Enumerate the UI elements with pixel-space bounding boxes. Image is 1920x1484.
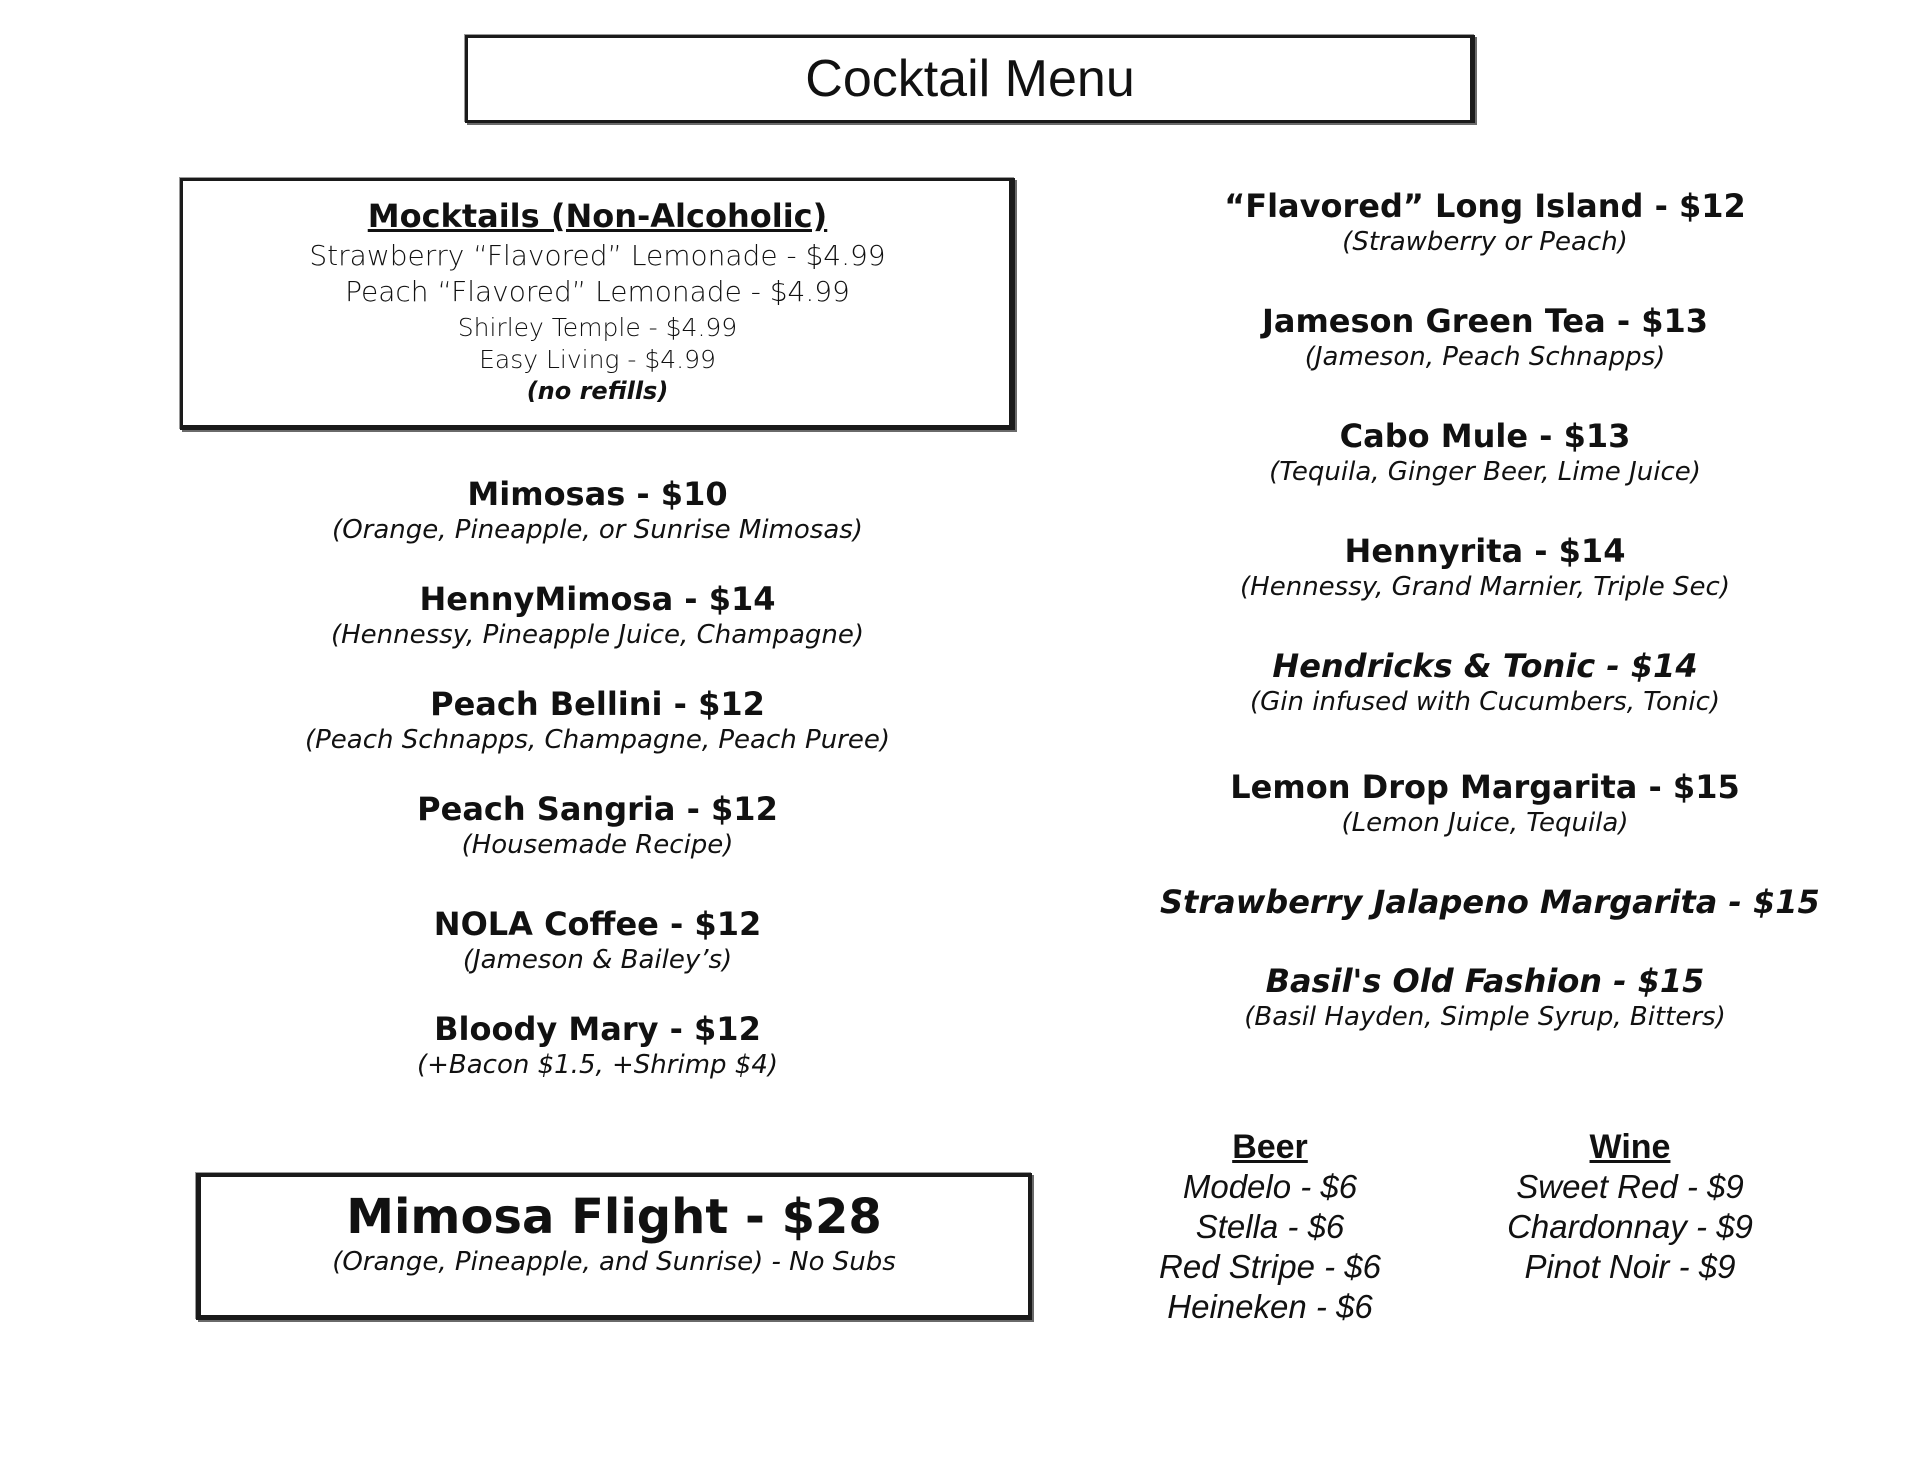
wine-item: Sweet Red - $9 <box>1516 1168 1744 1205</box>
mocktail-item: Strawberry “Flavored” Lemonade - $4.99 <box>309 239 886 272</box>
drink-name: Basil's Old Fashion - $15 <box>1265 962 1705 1000</box>
beer-item: Stella - $6 <box>1195 1208 1345 1245</box>
drink-description: (Jameson & Bailey’s) <box>462 945 733 975</box>
drink-name: Cabo Mule - $13 <box>1339 417 1631 455</box>
beer-section <box>1130 1127 1410 1327</box>
flight-title: Mimosa Flight - $28 <box>346 1189 882 1245</box>
mocktail-item: Peach “Flavored” Lemonade - $4.99 <box>345 275 850 308</box>
drink-description: (Hennessy, Pineapple Juice, Champagne) <box>330 620 865 650</box>
beer-item: Red Stripe - $6 <box>1159 1248 1381 1285</box>
drink-item <box>180 1010 1015 1082</box>
drink-description: (Strawberry or Peach) <box>1342 227 1628 257</box>
drink-name: Hendricks & Tonic - $14 <box>1272 647 1698 685</box>
page-title: Cocktail Menu <box>805 50 1135 108</box>
drink-name: “Flavored” Long Island - $12 <box>1224 187 1746 225</box>
drink-item <box>1160 647 1810 719</box>
right-drinks-column <box>1160 0 1820 1100</box>
drink-description: (Peach Schnapps, Champagne, Peach Puree) <box>304 725 891 755</box>
drink-item <box>1160 883 1820 921</box>
drink-description: (Basil Hayden, Simple Syrup, Bitters) <box>1244 1002 1726 1032</box>
mocktail-item: Easy Living - $4.99 <box>479 345 716 374</box>
drink-name: Peach Bellini - $12 <box>430 685 765 723</box>
mocktails-heading: Mocktails (Non-Alcoholic) <box>367 197 828 235</box>
drink-name: HennyMimosa - $14 <box>419 580 776 618</box>
drink-item <box>180 685 1015 757</box>
drink-name: Hennyrita - $14 <box>1344 532 1626 570</box>
drink-item <box>180 475 1015 547</box>
drink-description: (Orange, Pineapple, or Sunrise Mimosas) <box>332 515 863 545</box>
mocktails-note: (no refills) <box>526 377 669 405</box>
drink-item <box>1160 532 1810 604</box>
wine-heading: Wine <box>1589 1128 1671 1166</box>
drink-item <box>1160 962 1810 1034</box>
wine-item: Chardonnay - $9 <box>1507 1208 1753 1245</box>
wine-section <box>1480 1127 1780 1287</box>
left-drinks-column <box>180 0 1015 1100</box>
drink-item <box>180 580 1015 652</box>
drink-item <box>1160 417 1810 489</box>
drink-name: NOLA Coffee - $12 <box>433 905 762 943</box>
drink-item <box>180 905 1015 977</box>
drink-name: Lemon Drop Margarita - $15 <box>1230 768 1740 806</box>
drink-item <box>1160 302 1810 374</box>
drink-name: Jameson Green Tea - $13 <box>1261 302 1709 340</box>
drink-item <box>180 790 1015 862</box>
drink-description: (Hennessy, Grand Marnier, Triple Sec) <box>1240 572 1730 602</box>
drink-name: Bloody Mary - $12 <box>434 1010 761 1048</box>
wine-item: Pinot Noir - $9 <box>1524 1248 1736 1285</box>
drink-description: (Tequila, Ginger Beer, Lime Juice) <box>1269 457 1701 487</box>
drink-item <box>1160 768 1810 840</box>
drink-description: (Housemade Recipe) <box>461 830 734 860</box>
drink-name: Mimosas - $10 <box>467 475 728 513</box>
drink-name: Peach Sangria - $12 <box>417 790 778 828</box>
drink-item <box>1160 187 1810 259</box>
beer-heading: Beer <box>1232 1128 1308 1166</box>
drink-description: (+Bacon $1.5, +Shrimp $4) <box>416 1050 779 1080</box>
beer-item: Heineken - $6 <box>1167 1288 1373 1325</box>
drink-name: Strawberry Jalapeno Margarita - $15 <box>1160 883 1820 921</box>
mocktail-item: Shirley Temple - $4.99 <box>457 313 738 342</box>
flight-description: (Orange, Pineapple, and Sunrise) - No Subs <box>332 1247 896 1277</box>
drink-description: (Jameson, Peach Schnapps) <box>1304 342 1666 372</box>
beer-item: Modelo - $6 <box>1182 1168 1358 1205</box>
drink-description: (Gin infused with Cucumbers, Tonic) <box>1249 687 1721 717</box>
drink-description: (Lemon Juice, Tequila) <box>1341 808 1629 838</box>
